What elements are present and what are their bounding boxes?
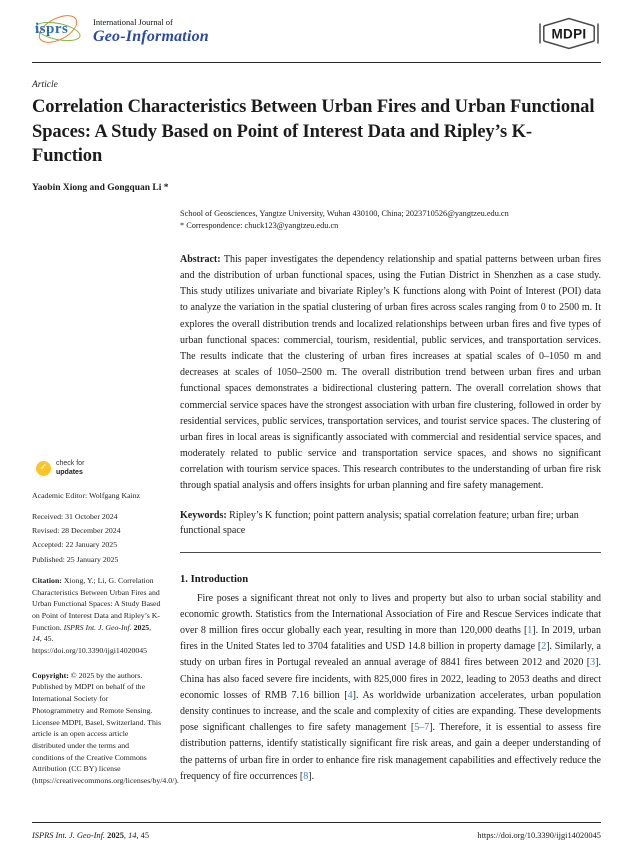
date-received: Received: 31 October 2024 [32, 511, 118, 521]
margin-sidebar [32, 208, 179, 787]
keywords-divider [180, 552, 601, 553]
content-area [0, 80, 633, 787]
section-heading-introduction: 1. Introduction [180, 573, 249, 585]
footer-journal-ref: ISPRS Int. J. Geo-Inf. 2025, 14, 45 [32, 831, 149, 840]
journal-logo [32, 13, 209, 47]
date-revised: Revised: 28 December 2024 [32, 525, 121, 535]
check-for-updates-label [56, 460, 84, 478]
journal-name-block [93, 14, 209, 46]
check-icon: ✓ [36, 461, 51, 476]
citation-label: Citation: [32, 575, 64, 585]
reference-link[interactable]: 3 [590, 657, 596, 669]
introduction-paragraph: Fire poses a significant threat not only to lives and property but also to urban social stability and economic growth. Statistics from the International Association of Fire and Rescue Services indicate that over 8 million fires occur globally each year, resulting in more than 120,000 deaths [1]. In 2019, urban fires in the United States led to 3704 fatalities and USD 14.8 billion in property damage [2]. Similarly, a study on urban fires in Portugal revealed an annual average of 8841 fires between 2012 and 2020 [3]. China has also faced severe fire incidents, with 825,000 fires in 2022, leading to 2053 deaths and direct economic losses of RMB 7.16 billion [4]. As worldwide urbanization accelerates, urban population density continues to increase, and the scale and complexity of cities are expanding. These developments pose significant challenges to fire safety management [5–7]. Therefore, it is essential to assess fire distribution patterns, identify statistically significant fire risk areas, and gain a deeper understanding of the patterns of urban fire in order to enhance fire risk management capabilities and effectively reduce the frequency of fire occurrences [8]. [180, 592, 601, 782]
article-type-label: Article [32, 80, 58, 90]
journal-name: Geo-Information [93, 28, 209, 45]
affiliation-block [180, 208, 601, 232]
main-column [180, 208, 601, 785]
two-column-layout [32, 208, 601, 787]
reference-link[interactable]: 1 [527, 625, 533, 636]
keywords-label: Keywords: [180, 509, 230, 521]
abstract-text: This paper investigates the dependency relationship and spatial patterns between urban fires and the distribution of urban functional spaces, using the Futian District in Shenzhen as a case study. This study utilizes univariate and bivariate Ripley’s K functions along with Point of Interest (POI) data to analyze the variation in the spatial clustering of urban fires across scales ranging from 0 to 2500 m. It explores the overall distribution trends and localized relationships between urban fires and five types of urban functional spaces: commercial, tourism, residential, public services, and transportation services. The results indicate that the clustering of urban fires increases at spatial scales of 0–1050 m and decreases at scales of 1050–2500 m. The overall distribution trend between urban fires and urban functional spaces demonstrates a bidirectional clustering pattern. The overall correlation shows that commercial service spaces have the strongest association with urban fire clustering, followed in order by residential services, public services, transportation services, and tourist service spaces. The clustering of urban fires in local areas is significantly associated with commercial and residential service spaces, and moderately related to public service and transportation service spaces, and shows no significant correlation with tourism service spaces. This research contributes to the understanding of urban fire risk through spatial analysis and offers insights for urban planning and fire safety management. [180, 253, 602, 492]
affiliation-line: School of Geosciences, Yangtze University, Wuhan 430100, China; 2023710526@yangtzeu.edu.cn [180, 208, 509, 218]
reference-link[interactable]: 5–7 [414, 722, 430, 734]
header-divider [32, 62, 601, 63]
copyright-text: © 2025 by the authors. Published by MDPI on behalf of the International Society for Photogrammetry and Remote Sensing. Licensee MDPI, Basel, Switzerland. This article is an open access article distributed under the terms and conditions of the Creative Commons Attribution (CC BY) license (https://creativecommons.org/licenses/by/4.0/). [32, 670, 179, 785]
check-for-updates-badge[interactable] [36, 460, 162, 478]
page-footer [32, 822, 601, 840]
reference-link[interactable]: 2 [541, 641, 547, 653]
badge-line2: updates [56, 468, 83, 476]
footer-doi[interactable]: https://doi.org/10.3390/ijgi14020045 [477, 831, 601, 840]
citation-block [32, 575, 162, 657]
date-published: Published: 25 January 2025 [32, 554, 119, 564]
abstract-paragraph [180, 252, 601, 495]
copyright-label: Copyright: [32, 670, 71, 680]
journal-header [0, 0, 633, 57]
mdpi-logo [537, 15, 601, 57]
keywords-paragraph [180, 508, 601, 539]
date-accepted: Accepted: 22 January 2025 [32, 540, 118, 550]
svg-text:MDPI: MDPI [551, 26, 587, 42]
mdpi-hexagon-icon [537, 15, 601, 52]
journal-overline: International Journal of [93, 17, 173, 27]
copyright-block [32, 670, 179, 787]
footer-row [32, 831, 601, 840]
citation-text: Xiong, Y.; Li, G. Correlation Characteristics Between Urban Fires and Urban Functional Spaces: A Study Based on Point of Interest Data and Ripley’s K-Function. ISPRS Int. J. Geo-Inf. 2025, 14, 45. https://doi.org/10.3390/ijgi14020045 [32, 575, 161, 656]
isprs-wordmark: isprs [35, 21, 69, 37]
correspondence-line: * Correspondence: chuck123@yangtzeu.edu.cn [180, 220, 339, 230]
badge-line1: check for [56, 459, 85, 467]
paper-title: Correlation Characteristics Between Urban Fires and Urban Functional Spaces: A Study Based on Point of Interest Data and Ripley’s K-Function [32, 97, 595, 167]
reference-link[interactable]: 8 [303, 770, 309, 782]
footer-divider [32, 822, 601, 823]
dates-block [32, 512, 162, 564]
reference-link[interactable]: 4 [347, 689, 353, 701]
academic-editor-line: Academic Editor: Wolfgang Kainz [32, 491, 141, 501]
authors-line: Yaobin Xiong and Gongquan Li * [32, 182, 169, 193]
abstract-label: Abstract: [180, 253, 224, 265]
keywords-text: Ripley’s K function; point pattern analysis; spatial correlation feature; urban fire; urban functional space [180, 509, 579, 537]
isprs-logo-icon [32, 13, 84, 47]
